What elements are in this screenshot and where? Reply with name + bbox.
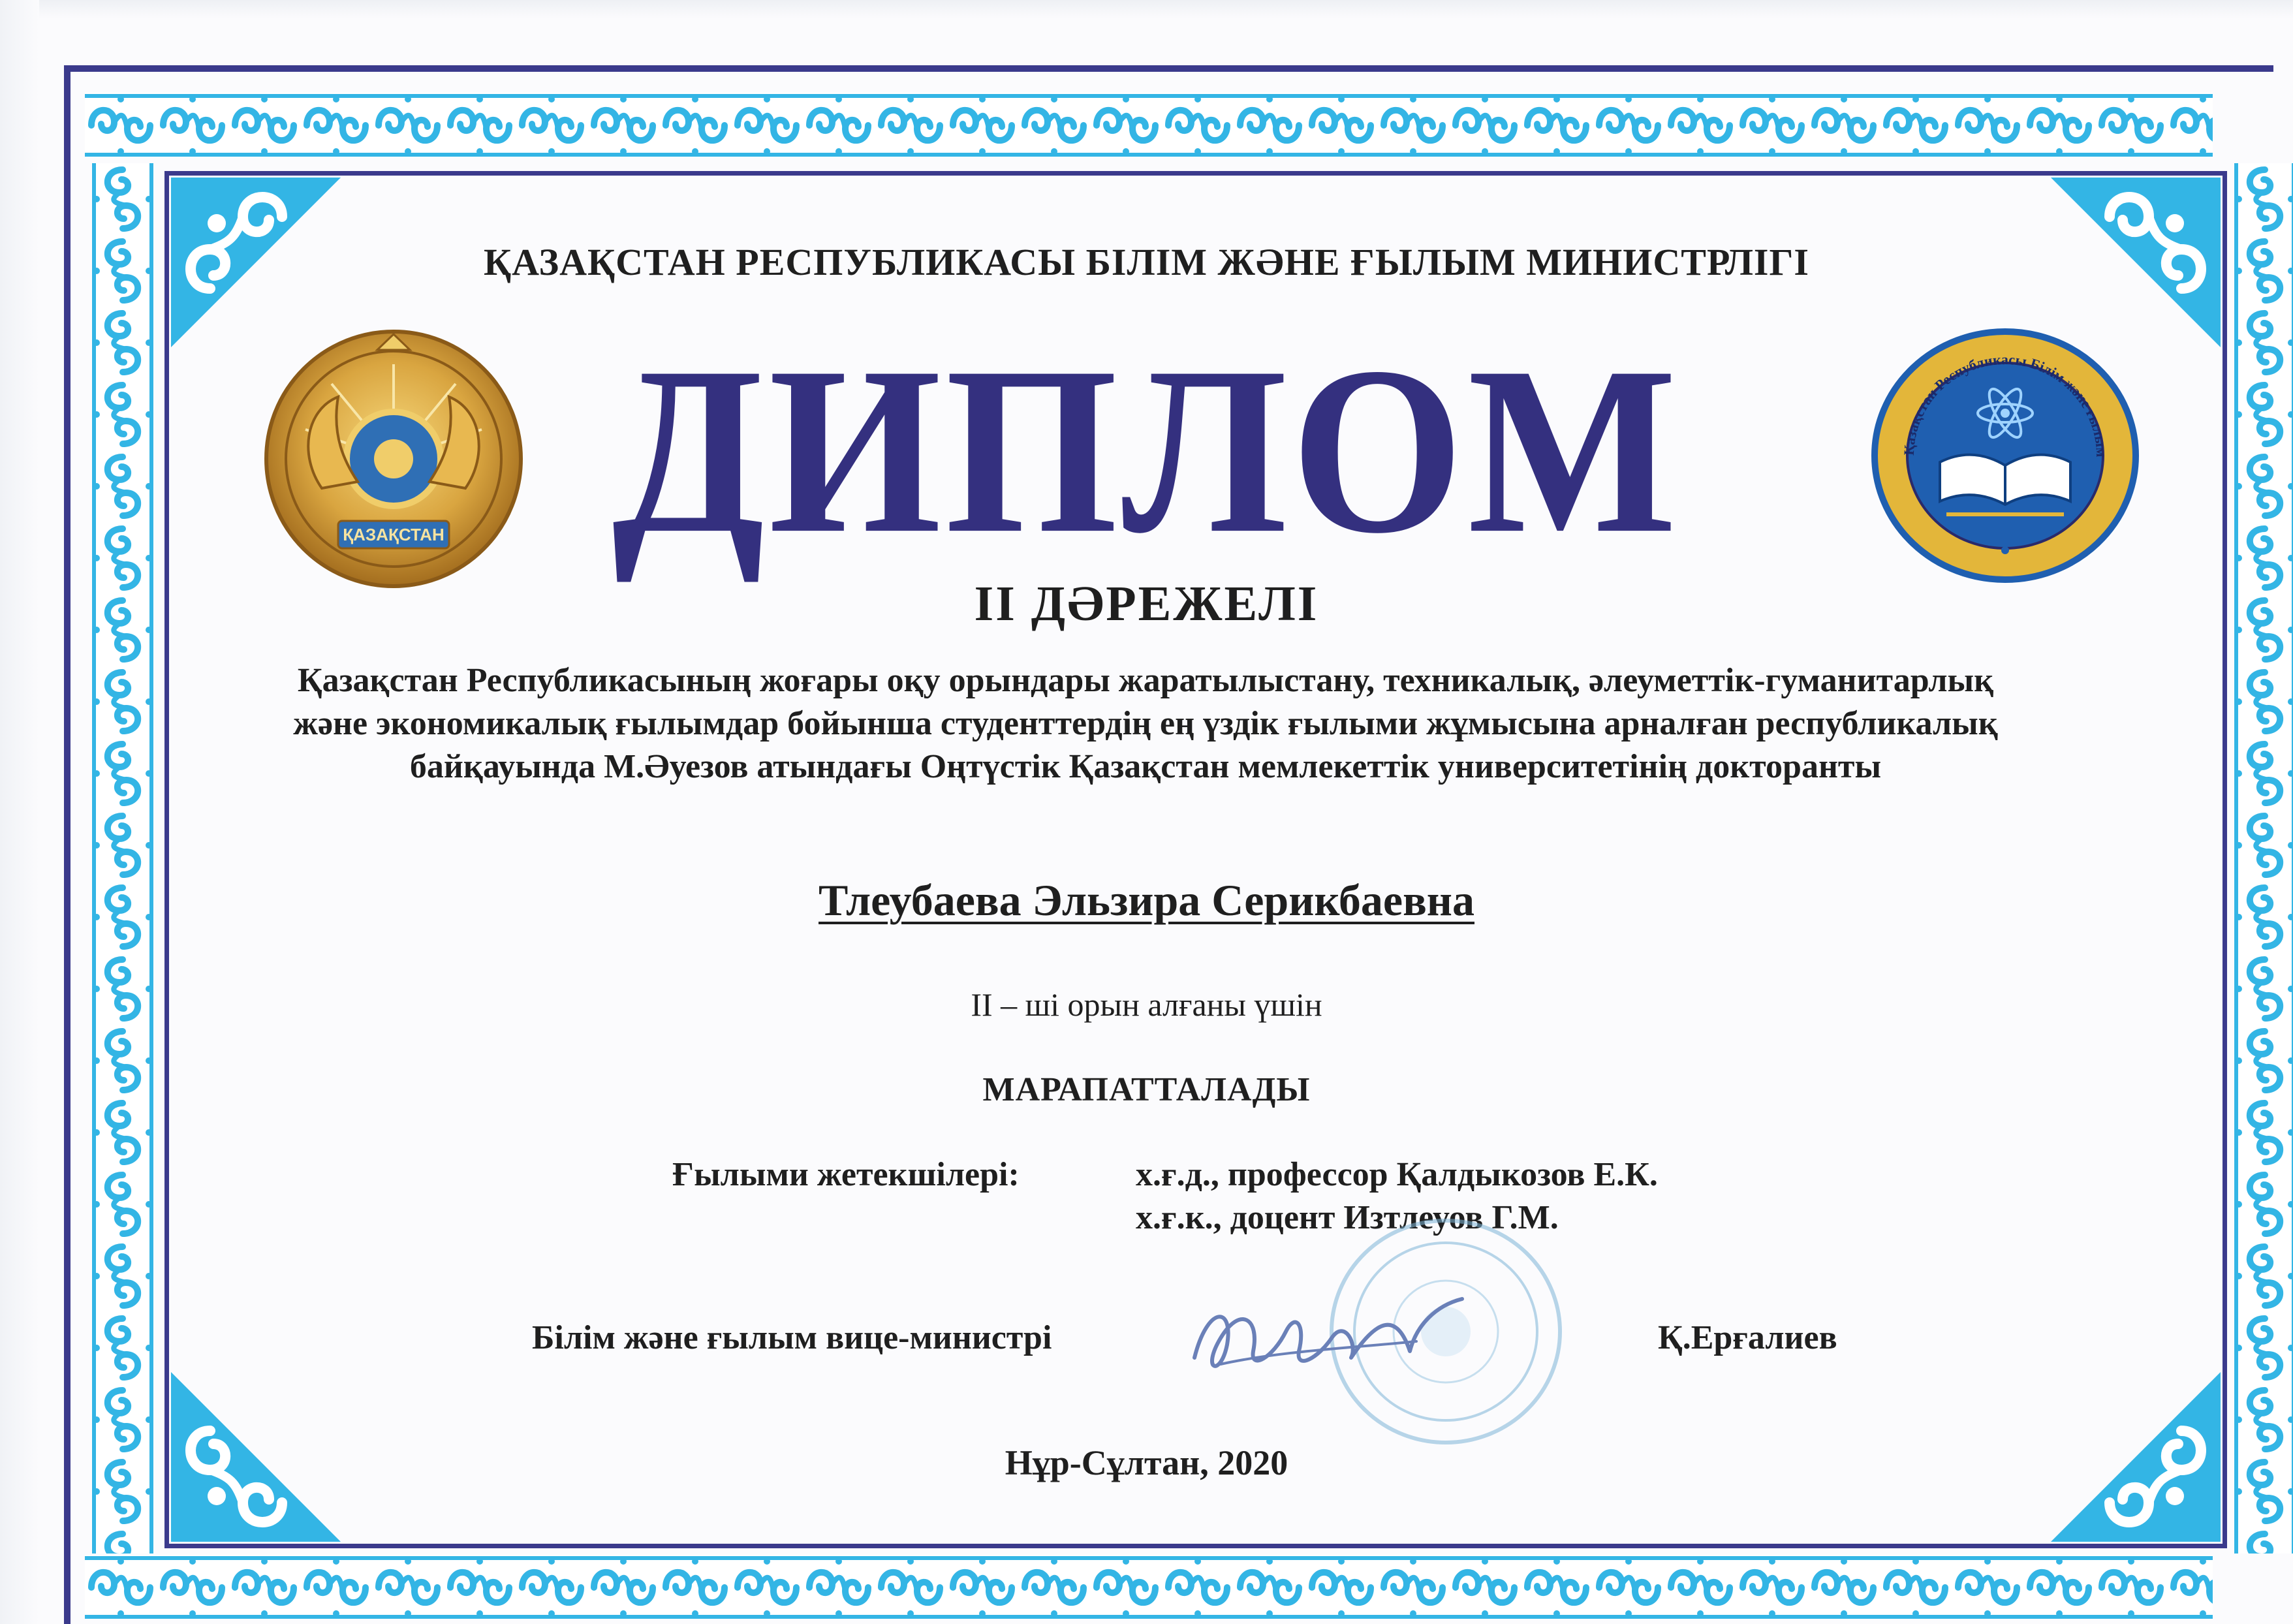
sheet-edge xyxy=(0,0,2293,18)
ministry-heading: ҚАЗАҚСТАН РЕСПУБЛИКАСЫ БІЛІМ ЖӘНЕ ҒЫЛЫМ МИНИСТРЛІГІ xyxy=(484,241,1809,283)
awarded-text: МАРАПАТТАЛАДЫ xyxy=(982,1071,1311,1108)
signer-role: Білім және ғылым вице-министрі xyxy=(532,1319,1052,1356)
ministry-emblem-label: Қазақстан Республикасы Білім және ғылым xyxy=(1900,351,2110,458)
description-line: Қазақстан Республикасының жоғары оқу орындары жаратылыстану, техникалық, әлеуметтік-гуманитарлық xyxy=(297,662,1994,699)
supervisor-item: х.ғ.д., профессор Қалдыкозов Е.К. xyxy=(1136,1156,1658,1193)
recipient-name-block xyxy=(0,875,2293,926)
recipient-name: Тлеубаева Эльзира Серикбаевна xyxy=(819,875,1474,925)
supervisor-item: х.ғ.к., доцент Изтлеуов Г.М. xyxy=(1136,1199,1559,1236)
degree-label: II ДӘРЕЖЕЛІ xyxy=(974,576,1319,631)
place-date: Нұр-Сұлтан, 2020 xyxy=(1005,1443,1288,1482)
ornament-band-top xyxy=(85,93,2213,158)
supervisors-label: Ғылыми жетекшілері: xyxy=(672,1156,1020,1193)
award-description xyxy=(215,659,2076,789)
description-line: және экономикалық ғылымдар бойынша студенттердің ең үздік ғылыми жұмысына арналған республикалық xyxy=(293,705,1998,742)
place-text: II – ші орын алғаны үшін xyxy=(971,986,1322,1023)
signer-name: Қ.Ерғалиев xyxy=(1658,1319,1837,1356)
coat-of-arms-label: ҚАЗАҚСТАН xyxy=(343,525,445,544)
ornament-band-bottom xyxy=(85,1555,2213,1620)
handwritten-signature xyxy=(1181,1279,1495,1390)
description-line: байқауында М.Әуезов атындағы Оңтүстік Қазақстан мемлекеттік университетінің докторанты xyxy=(409,748,1882,785)
diploma-title: ДИПЛОМ xyxy=(612,317,1681,584)
